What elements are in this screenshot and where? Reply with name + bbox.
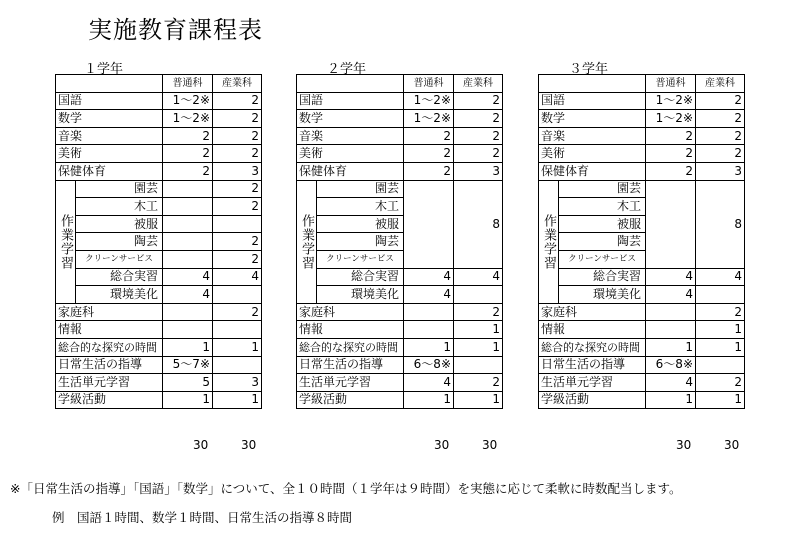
header-general: 普通科: [646, 75, 696, 93]
grade-3-total-general: 30: [676, 438, 692, 452]
table-row: 音楽 2 2: [56, 127, 262, 145]
sagyo-industrial-hours: 8: [696, 180, 745, 268]
table-row: 作業学習 園芸 2: [56, 180, 262, 198]
table-row: 環境美化 4: [539, 286, 745, 304]
table-row: 美術 2 2: [297, 145, 503, 163]
table-row: 木工 2: [56, 198, 262, 216]
table-row: 総合実習 4 4: [56, 268, 262, 286]
table-row: 数学 1～2※ 2: [56, 110, 262, 128]
footnote-example: 例 国語１時間、数学１時間、日常生活の指導８時間: [52, 510, 353, 525]
table-row: 総合実習 4 4: [297, 268, 503, 286]
table-row: 被服: [297, 215, 503, 233]
table-header-row: [297, 75, 503, 93]
table-row: 国語 1～2※ 2: [297, 92, 503, 110]
table-row: 環境美化 4: [297, 286, 503, 304]
sagyo-industrial-hours: 8: [454, 180, 503, 268]
table-row: 日常生活の指導 6～8※: [297, 356, 503, 374]
table-row: 美術 2 2: [56, 145, 262, 163]
table-row: 生活単元学習 4 2: [539, 374, 745, 392]
table-row: 保健体育 2 3: [56, 162, 262, 180]
table-row: 美術 2 2: [539, 145, 745, 163]
grade-2-total-general: 30: [434, 438, 450, 452]
table-row: 情報 1: [297, 321, 503, 339]
table-row: 情報 1: [539, 321, 745, 339]
sagyo-label: 作業学習: [56, 180, 76, 303]
table-row: 学級活動 1 1: [56, 391, 262, 409]
grade-1-label: １学年: [84, 62, 124, 77]
grade-1-total-general: 30: [193, 438, 209, 452]
sagyo-label: 作業学習: [539, 180, 559, 303]
table-row: 数学 1～2※ 2: [297, 110, 503, 128]
table-header-row: [539, 75, 745, 93]
table-row: 陶芸: [539, 233, 745, 251]
table-row: 学級活動 1 1: [297, 391, 503, 409]
table-row: 情報: [56, 321, 262, 339]
table-row: 総合的な探究の時間 1 1: [539, 338, 745, 356]
header-industrial: 産業科: [696, 75, 745, 93]
table-row: 保健体育 2 3: [297, 162, 503, 180]
grade-1-total-industrial: 30: [241, 438, 257, 452]
table-row: 家庭科 2: [56, 303, 262, 321]
table-row: 学級活動 1 1: [539, 391, 745, 409]
table-row: 国語 1～2※ 2: [539, 92, 745, 110]
table-row: 家庭科 2: [297, 303, 503, 321]
page-title: 実施教育課程表: [88, 16, 263, 44]
table-row: 国語 1～2※ 2: [56, 92, 262, 110]
table-row: 作業学習 園芸 8: [297, 180, 503, 198]
table-row: クリーンサービス: [297, 250, 503, 268]
table-row: 生活単元学習 4 2: [297, 374, 503, 392]
table-row: 数学 1～2※ 2: [539, 110, 745, 128]
grade-1-table: [55, 74, 262, 409]
table-row: 総合的な探究の時間 1 1: [297, 338, 503, 356]
table-row: 日常生活の指導 5～7※: [56, 356, 262, 374]
table-row: 総合的な探究の時間 1 1: [56, 338, 262, 356]
table-row: 陶芸 2: [56, 233, 262, 251]
table-row: 家庭科 2: [539, 303, 745, 321]
table-row: 木工: [297, 198, 503, 216]
grade-3-table: [538, 74, 745, 409]
footnote: ※「日常生活の指導」「国語」「数学」について、全１０時間（１学年は９時間）を実態に応じて柔軟に時数配当します。: [10, 481, 682, 496]
header-general: 普通科: [163, 75, 213, 93]
table-row: 作業学習 園芸 8: [539, 180, 745, 198]
table-row: 木工: [539, 198, 745, 216]
sagyo-label: 作業学習: [297, 180, 317, 303]
table-row: 音楽 2 2: [297, 127, 503, 145]
grade-2-table: [296, 74, 503, 409]
table-row: 総合実習 4 4: [539, 268, 745, 286]
grade-3-label: ３学年: [569, 62, 609, 77]
table-row: 音楽 2 2: [539, 127, 745, 145]
header-industrial: 産業科: [213, 75, 262, 93]
table-row: 環境美化 4: [56, 286, 262, 304]
table-row: 被服: [56, 215, 262, 233]
table-header-row: [56, 75, 262, 93]
grade-2-label: ２学年: [327, 62, 367, 77]
table-row: 日常生活の指導 6～8※: [539, 356, 745, 374]
header-general: 普通科: [404, 75, 454, 93]
table-row: 保健体育 2 3: [539, 162, 745, 180]
table-row: クリーンサービス 2: [56, 250, 262, 268]
grade-2-total-industrial: 30: [482, 438, 498, 452]
grade-3-total-industrial: 30: [724, 438, 740, 452]
table-row: 陶芸: [297, 233, 503, 251]
table-row: クリーンサービス: [539, 250, 745, 268]
table-row: 被服: [539, 215, 745, 233]
header-industrial: 産業科: [454, 75, 503, 93]
table-row: 生活単元学習 5 3: [56, 374, 262, 392]
